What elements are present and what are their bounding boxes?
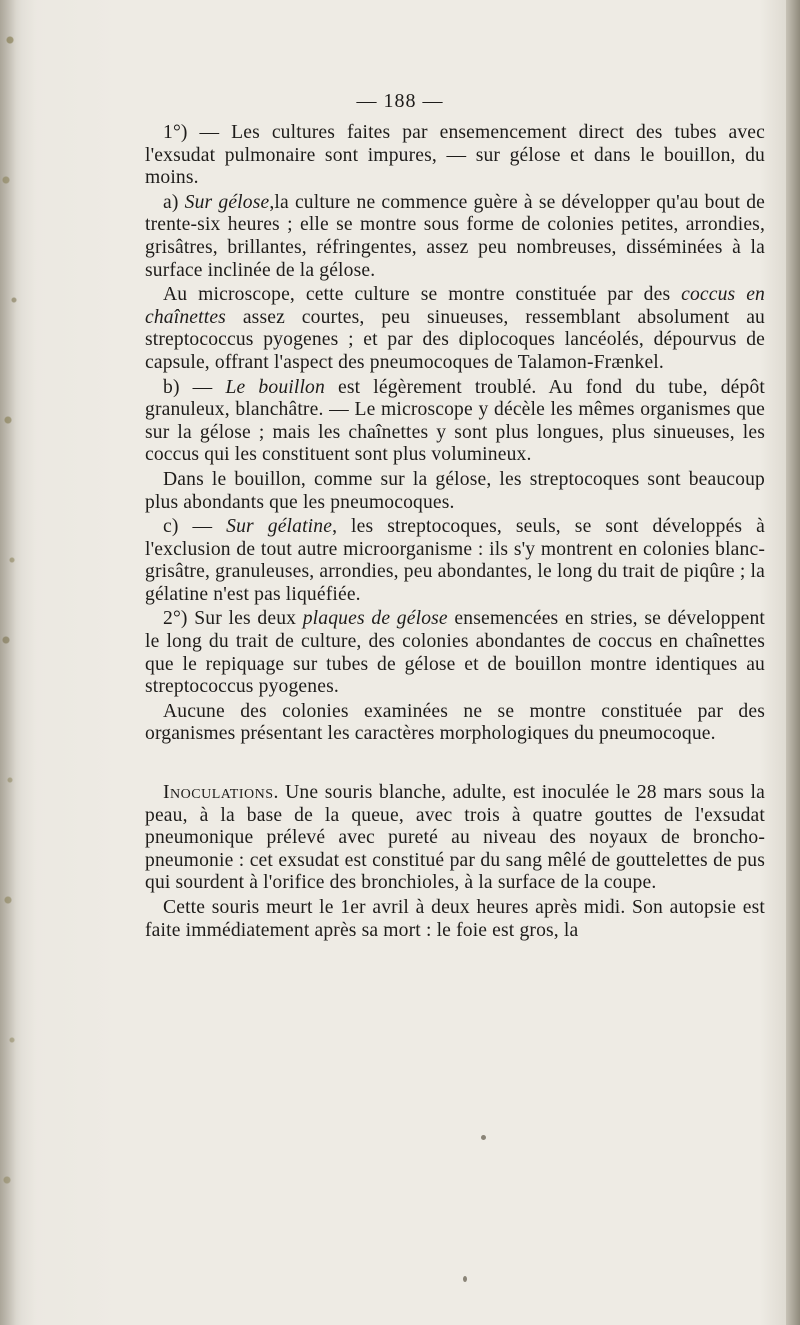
paragraph-inoculations-text: . Une souris blanche, adulte, est inoculée le 28 mars sous la peau, à la base de la queue, avec trois à quatre gouttes de l'exsudat pneumonique prélevé avec pureté au niveau des noyaux de broncho-pneumonie : cet exsudat est constitué par du sang mêlé de gouttelettes de pus qui sourdent à l'orifice des bronchioles, à la surface de la coupe. xyxy=(145,782,765,894)
paragraph-gelatine-text: , les streptocoques, seuls, se sont développés à l'exclusion de tout autre microorganisme : ils s'y montrent en colonies blanc-grisâtre, granuleuses, arrondies, peu abondantes, le long du trait de piqûre ; la gélatine n'est pas liquéfiée. xyxy=(145,516,765,605)
paragraph-microscope-lead: Au microscope, cette culture se montre constituée par des xyxy=(163,284,682,306)
paragraph-plaques-lead: 2°) Sur les deux xyxy=(163,608,303,630)
paragraph-gelatine-lead: c) — xyxy=(163,516,227,538)
paragraph-gelatine-italic: Sur gélatine xyxy=(226,516,333,538)
page-body xyxy=(145,122,765,944)
paragraph-souris-meurt: Cette souris meurt le 1er avril à deux heures après midi. Son autopsie est faite immédiatement après sa mort : le foie est gros, la xyxy=(145,897,765,941)
paragraph-plaques-text: ensemencées en stries, se développent le long du trait de culture, des colonies abondantes de coccus en chaînettes que le repiquage sur tubes de gélose et de bouillon montre identiques au streptococcus pyogenes. xyxy=(145,608,765,698)
paragraph-plaques xyxy=(145,608,765,698)
paragraph-streptocoques-abondants: Dans le bouillon, comme sur la gélose, les streptocoques sont beaucoup plus abondants que les pneumocoques. xyxy=(145,468,765,513)
paragraph-microscope xyxy=(145,284,765,374)
paragraph-gelatine xyxy=(145,516,765,606)
paragraph-microscope-italic: coccus en chaînettes xyxy=(145,284,765,328)
paragraph-gelose xyxy=(145,192,765,282)
paragraph-inoculations xyxy=(145,782,765,895)
page-number: — 188 — xyxy=(356,90,444,112)
paragraph-gelose-italic: Sur gélose xyxy=(184,191,270,213)
paper-speck xyxy=(463,1276,467,1282)
page-spine-shadow xyxy=(0,0,40,1325)
page-edge xyxy=(786,0,800,1325)
paragraph-aucune-colonie: Aucune des colonies examinées ne se montre constituée par des organismes présentant les caractères morphologiques du pneumocoque. xyxy=(145,700,765,745)
paragraph-gelose-lead: a) xyxy=(163,191,185,213)
paragraph-gelose-text: ,la culture ne commence guère à se développer qu'au bout de trente-six heures ; elle se montre sous forme de colonies petites, arrondies, grisâtres, brillantes, réfringentes, assez peu nombreuses, disséminées à la surface inclinée de la gélose. xyxy=(145,191,765,281)
paragraph-bouillon-italic: Le bouillon xyxy=(225,376,325,398)
paragraph-bouillon xyxy=(145,377,765,467)
paragraph-bouillon-text: est légèrement troublé. Au fond du tube, dépôt granuleux, blanchâtre. — Le microscope y décèle les mêmes organismes que sur la gélose ; mais les chaînettes y sont plus longues, plus sinueuses, les coccus qui les constituent sont plus volumineux. xyxy=(145,376,765,466)
inoculations-heading: Inoculations xyxy=(163,782,274,804)
paragraph-plaques-italic: plaques de gélose xyxy=(302,608,448,630)
paragraph-microscope-text: assez courtes, peu sinueuses, ressemblant absolument au streptococcus pyogenes ; et par des diplocoques lancéolés, dépourvus de capsule, offrant l'aspect des pneumocoques de Talamon-Frænkel. xyxy=(145,306,765,373)
paragraph-bouillon-lead: b) — xyxy=(163,376,226,398)
section-gap xyxy=(145,748,765,782)
paper-speck xyxy=(481,1135,486,1140)
paragraph-cultures-intro: 1°) — Les cultures faites par ensemencement direct des tubes avec l'exsudat pulmonaire sont impures, — sur gélose et dans le bouillon, du moins. xyxy=(145,122,765,189)
